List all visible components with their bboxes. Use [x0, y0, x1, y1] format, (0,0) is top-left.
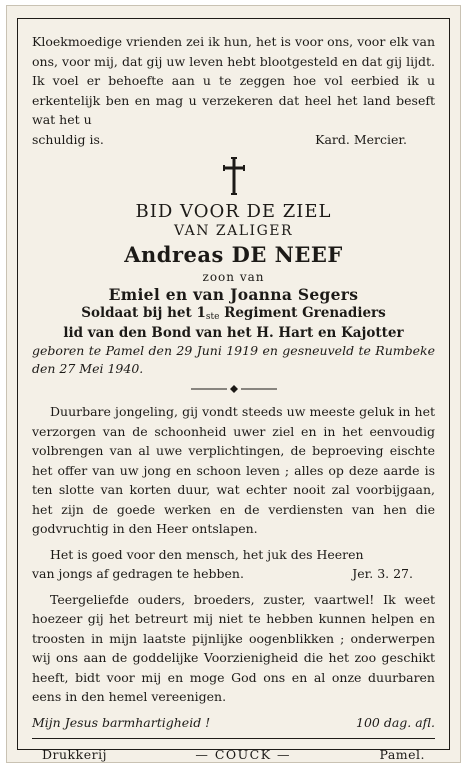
paragraph-scripture: Het is goed voor den mensch, het juk des Heeren: [50, 546, 364, 562]
scripture-reference: Jer. 3. 27.: [352, 566, 413, 581]
son-of-label: zoon van: [202, 270, 265, 284]
paragraph-youth: Duurbare jongeling, gij vondt steeds uw meeste geluk in het verzorgen van de schoonheid uwer ziel en in het eenvoudig volbrengen van al uwe verplichtingen, de beproeving eischte het offer van uw jong en schoon leven ; alles op deze aarde is ten slotte van korten duur, wat echter nooit zal voorbijgaan, het zijn de goede werken en de verdiensten van hen die godvruchtig in den Heer ontslapen.: [32, 404, 435, 536]
prayer-subheading: VAN ZALIGER: [173, 223, 294, 239]
memorial-card: [6, 5, 461, 763]
quote-author: Kard. Mercier.: [315, 131, 407, 147]
parents-names: Emiel en van Joanna Segers: [108, 285, 359, 304]
ornament-divider-icon: [189, 384, 279, 394]
indulgence-note: 100 dag. afl.: [356, 714, 435, 730]
quote-block: [32, 32, 435, 149]
scripture-continuation: van jongs af gedragen te hebben.: [32, 566, 244, 581]
deceased-name: Andreas DE NEEF: [124, 242, 343, 267]
printer-label: Drukkerij: [42, 747, 107, 762]
paragraph-farewell: Teergeliefde ouders, broeders, zuster, vaartwel! Ik weet hoezeer gij het betreurt mij niet te hebben kunnen helpen en troosten in mijn laatste pijnlijke oogenblikken ; onderwerpen wij ons aan de goddelijke Voorzienigheid die het zoo geschikt heeft, bidt voor mij en moge God ons en al onze duurbaren eens in den hemel vereenigen.: [32, 591, 435, 704]
printer-line: [32, 745, 435, 765]
card-content: [32, 32, 435, 765]
divider: [32, 738, 435, 739]
prayer-heading: BID VOOR DE ZIEL: [135, 201, 332, 222]
birth-death-dates: geboren te Pamel den 29 Juni 1919 en gesneuveld te Rumbeke den 27 Mei 1940.: [32, 343, 435, 376]
memorial-text: [32, 402, 435, 707]
printer-name: — COUCK —: [195, 747, 292, 762]
quote-last-line: schuldig is.: [32, 131, 104, 147]
cross-icon: [220, 157, 248, 195]
ejaculation-prayer: Mijn Jesus barmhartigheid !: [32, 714, 211, 730]
membership-line: lid van den Bond van het H. Hart en Kajotter: [63, 325, 404, 341]
quote-text: Kloekmoedige vrienden zei ik hun, het is voor ons, voor elk van ons, voor mij, dat gij uw leven hebt blootgesteld en dat gij lijdt. Ik voel er behoefte aan u te zeggen hoe vol eerbied ik u erkentelijk ben en mag u verzekeren dat heel het land beseft wat het u: [32, 34, 435, 127]
printer-place: Pamel.: [379, 747, 425, 762]
regiment-line: Soldaat bij het $1_{ste}$ Regiment Grenadiers: [81, 305, 386, 322]
closing-line: [32, 713, 435, 733]
